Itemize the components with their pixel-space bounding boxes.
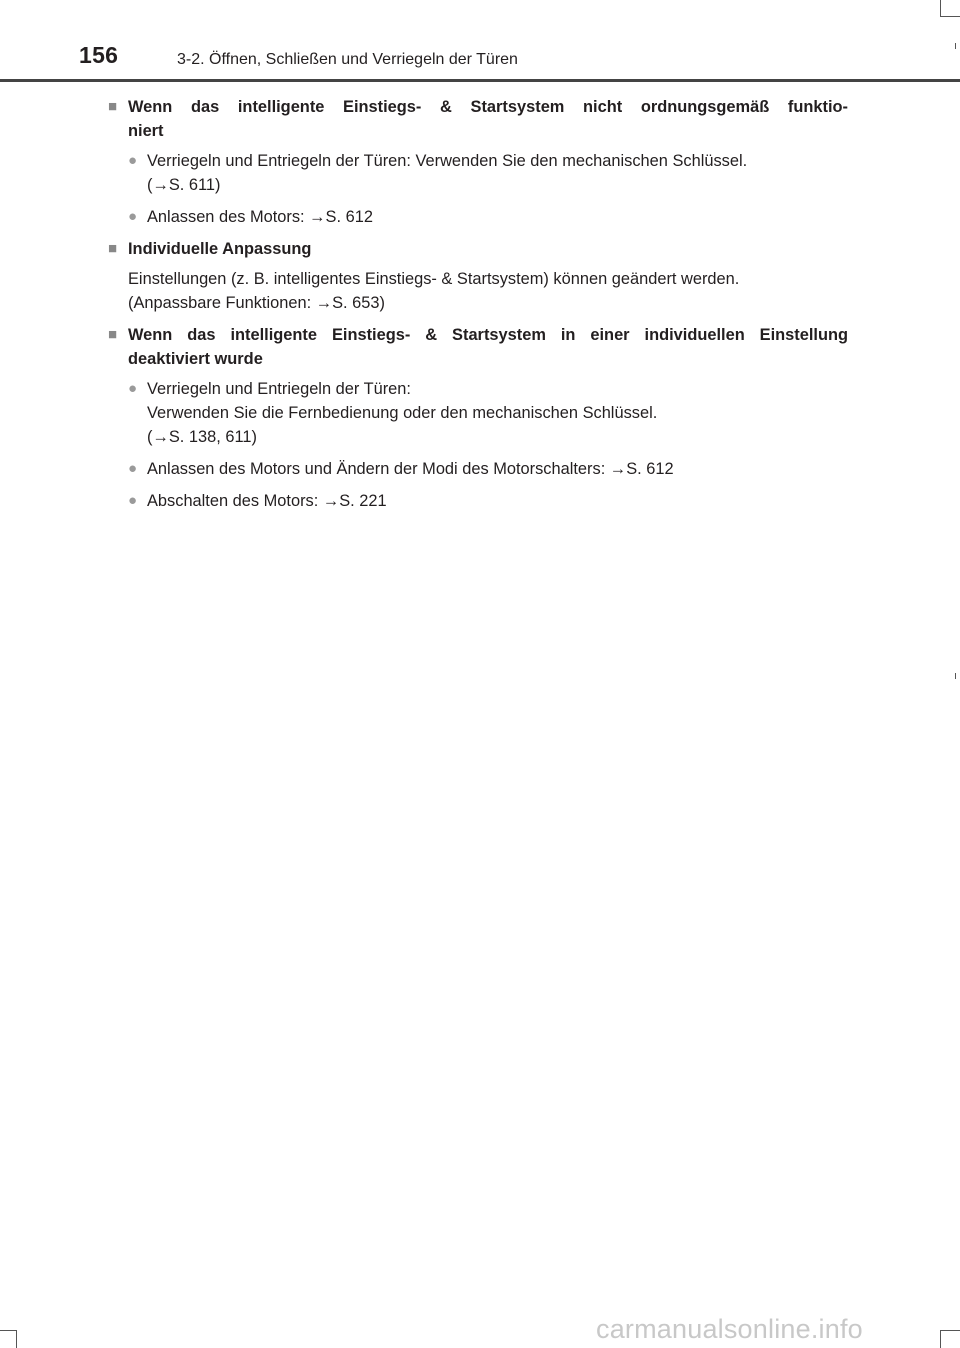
list-item-text: Abschalten des Motors: →S. 221 xyxy=(147,492,387,510)
heading-line: Individuelle Anpassung xyxy=(128,240,312,258)
round-bullet-icon: ● xyxy=(128,460,138,477)
paragraph xyxy=(108,267,848,315)
round-bullet-icon: ● xyxy=(128,152,138,169)
section-heading xyxy=(108,237,848,261)
paragraph-line: (Anpassbare Funktionen: →S. 653) xyxy=(128,294,385,312)
round-bullet-icon: ● xyxy=(128,380,138,397)
crop-mark xyxy=(955,673,956,679)
list-item xyxy=(108,377,848,449)
watermark: carmanualsonline.info xyxy=(596,1314,863,1344)
crop-mark xyxy=(0,1330,16,1331)
section-smart-system-malfunction xyxy=(108,95,848,229)
square-bullet-icon: ■ xyxy=(108,240,118,257)
list-item-text: Anlassen des Motors: →S. 612 xyxy=(147,208,373,226)
chapter-title: 3-2. Öffnen, Schließen und Verriegeln der Türen xyxy=(177,51,518,68)
list-item-text: Verwenden Sie die Fernbedienung oder den mechanischen Schlüssel. xyxy=(147,404,658,422)
list-item-text: Anlassen des Motors und Ändern der Modi des Motorschalters: →S. 612 xyxy=(147,460,674,478)
list-item xyxy=(108,489,848,513)
list-item-text: Verriegeln und Entriegeln der Türen: Verwenden Sie den mechanischen Schlüssel. xyxy=(147,152,748,170)
crop-mark xyxy=(16,1330,17,1348)
crop-mark xyxy=(940,1330,941,1348)
round-bullet-icon: ● xyxy=(128,208,138,225)
list-item-text: Verriegeln und Entriegeln der Türen: xyxy=(147,380,411,398)
heading-line: Wenn das intelligente Einstiegs- & Startsystem in einer individuellen Einstellung xyxy=(128,326,848,344)
page-reference: (→S. 138, 611) xyxy=(147,428,257,446)
crop-mark xyxy=(955,43,956,49)
header-rule xyxy=(0,79,960,82)
crop-mark xyxy=(940,16,960,17)
round-bullet-icon: ● xyxy=(128,492,138,509)
heading-line: niert xyxy=(128,122,164,140)
list-item xyxy=(108,205,848,229)
section-heading xyxy=(108,95,848,143)
page-number: 156 xyxy=(79,42,119,68)
heading-line: Wenn das intelligente Einstiegs- & Startsystem nicht ordnungsgemäß funktio- xyxy=(128,98,848,116)
page-reference: (→S. 611) xyxy=(147,176,221,194)
paragraph-line: Einstellungen (z. B. intelligentes Einstiegs- & Startsystem) können geändert werden. xyxy=(128,270,740,288)
heading-line: deaktiviert wurde xyxy=(128,350,263,368)
section-smart-system-deactivated xyxy=(108,323,848,513)
page-content xyxy=(108,95,848,521)
list-item xyxy=(108,457,848,481)
list-item xyxy=(108,149,848,197)
square-bullet-icon: ■ xyxy=(108,98,118,115)
section-heading xyxy=(108,323,848,371)
square-bullet-icon: ■ xyxy=(108,326,118,343)
crop-mark xyxy=(940,0,941,16)
section-customization xyxy=(108,237,848,315)
crop-mark xyxy=(940,1330,960,1331)
